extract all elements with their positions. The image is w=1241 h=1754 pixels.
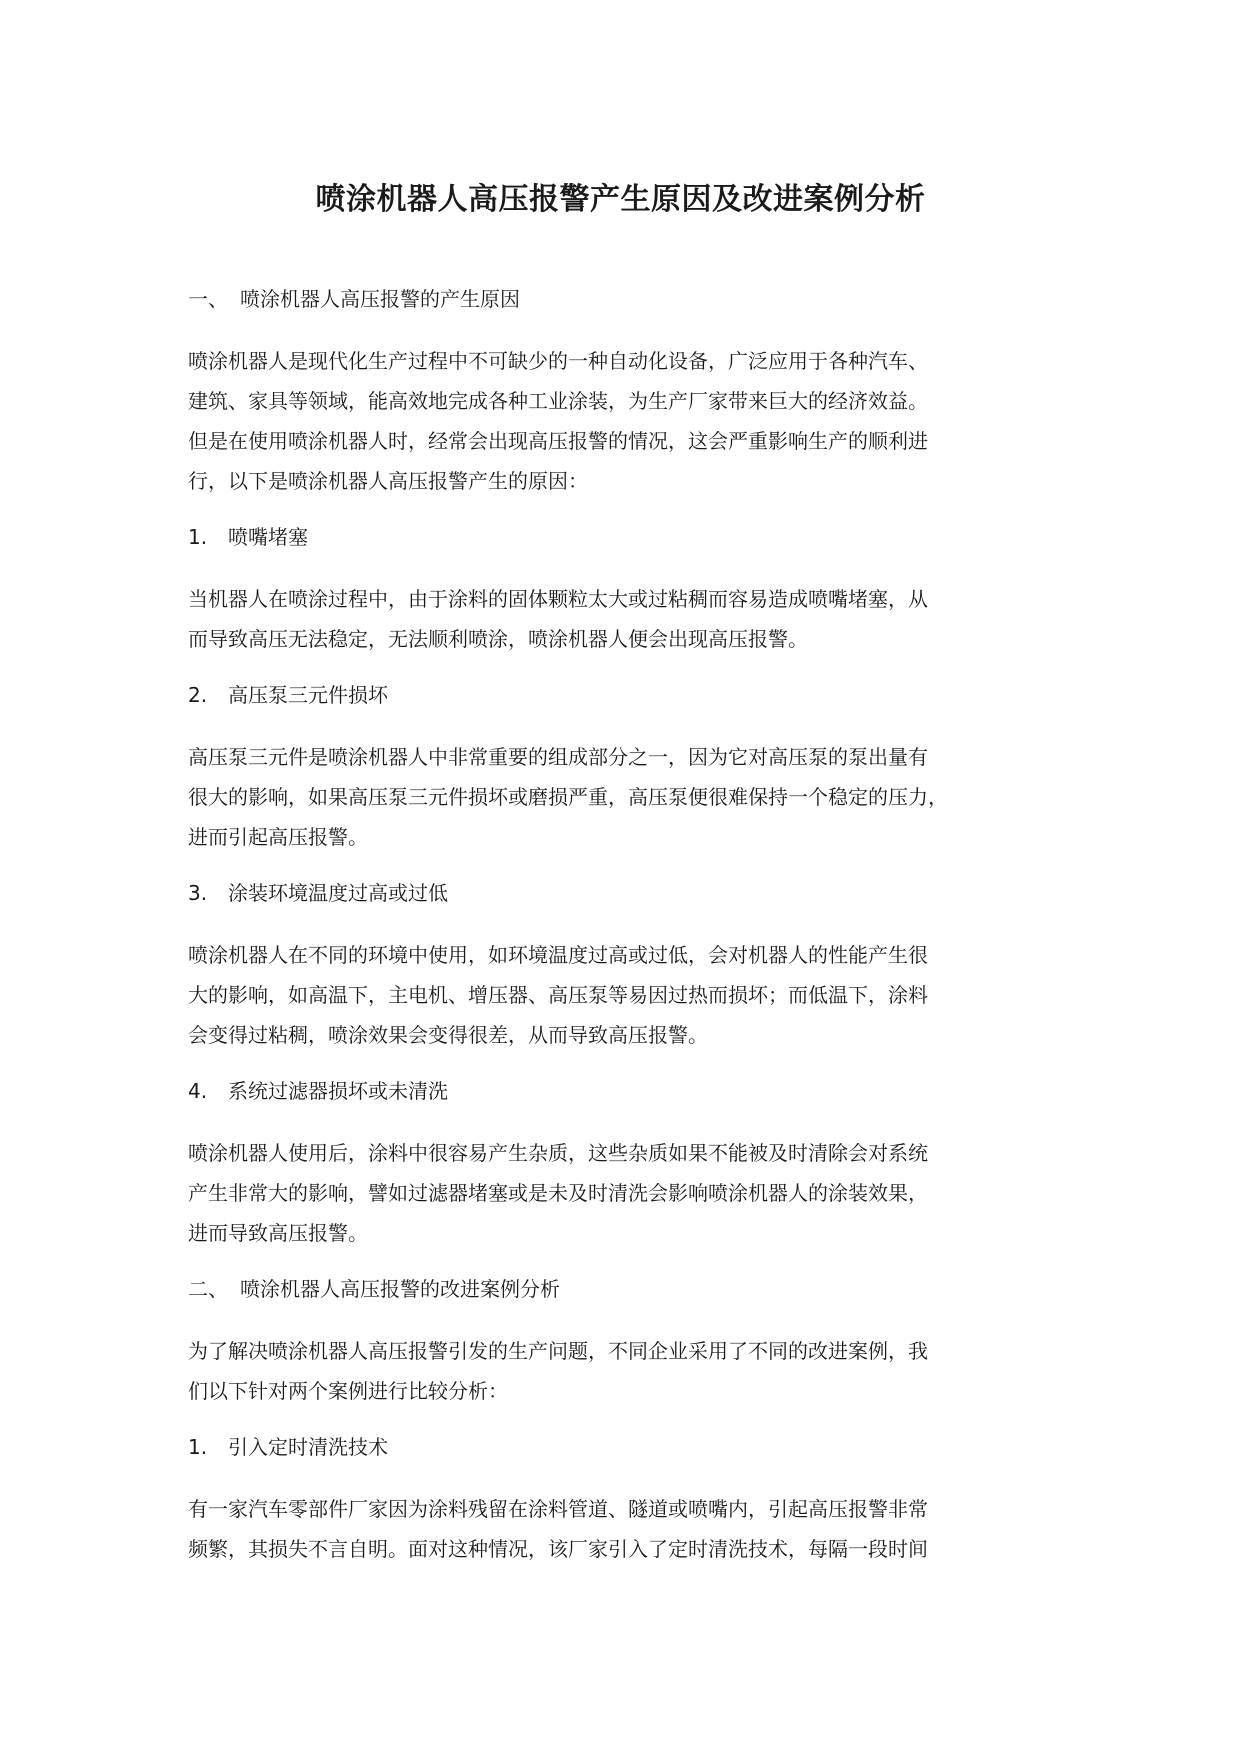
paragraph-line: 大的影响，如高温下，主电机、增压器、高压泵等易因过热而损坏；而低温下，涂料 [188,983,928,1007]
section-heading-2 [188,1276,1078,1302]
paragraph-line: 会变得过粘稠，喷涂效果会变得很差，从而导致高压报警。 [188,1023,708,1047]
paragraph-line: 有一家汽车零部件厂家因为涂料残留在涂料管道、隧道或喷嘴内，引起高压报警非常 [188,1497,928,1521]
paragraph [188,579,1078,659]
paragraph-line: 为了解决喷涂机器人高压报警引发的生产问题，不同企业采用了不同的改进案例，我 [188,1339,928,1363]
section-heading-text: 喷涂机器人高压报警的改进案例分析 [240,1277,560,1301]
paragraph [188,737,1078,857]
paragraph-line: 而导致高压无法稳定，无法顺利喷涂，喷涂机器人便会出现高压报警。 [188,627,808,651]
paragraph-line: 当机器人在喷涂过程中，由于涂料的固体颗粒太大或过粘稠而容易造成喷嘴堵塞，从 [188,587,928,611]
paragraph-line: 很大的影响，如果高压泵三元件损坏或磨损严重，高压泵便很难保持一个稳定的压力， [188,785,948,809]
subsection-heading [188,682,1078,708]
paragraph-line: 行，以下是喷涂机器人高压报警产生的原因： [188,469,588,493]
paragraph [188,341,1078,501]
subsection-heading [188,880,1078,906]
list-number: 3. [188,881,208,905]
subsection-heading [188,524,1078,550]
paragraph [188,1331,1078,1411]
paragraph-line: 但是在使用喷涂机器人时，经常会出现高压报警的情况，这会严重影响生产的顺利进 [188,429,928,453]
subsection-heading-text: 引入定时清洗技术 [228,1435,388,1459]
subsection-heading [188,1078,1078,1104]
paragraph [188,1489,1078,1569]
paragraph-line: 喷涂机器人是现代化生产过程中不可缺少的一种自动化设备，广泛应用于各种汽车、 [188,349,928,373]
list-number: 1. [188,525,208,549]
list-number: 1. [188,1435,208,1459]
paragraph-line: 高压泵三元件是喷涂机器人中非常重要的组成部分之一，因为它对高压泵的泵出量有 [188,745,928,769]
paragraph [188,1133,1078,1253]
subsection-heading-text: 喷嘴堵塞 [228,525,308,549]
document-body [188,286,1078,1592]
paragraph-line: 喷涂机器人在不同的环境中使用，如环境温度过高或过低，会对机器人的性能产生很 [188,943,928,967]
list-number: 2. [188,683,208,707]
list-number: 4. [188,1079,208,1103]
subsection-heading-text: 高压泵三元件损坏 [228,683,388,707]
section-heading-text: 喷涂机器人高压报警的产生原因 [240,287,520,311]
page-title: 喷涂机器人高压报警产生原因及改进案例分析 [315,182,926,217]
paragraph-line: 喷涂机器人使用后，涂料中很容易产生杂质，这些杂质如果不能被及时清除会对系统 [188,1141,928,1165]
paragraph-line: 们以下针对两个案例进行比较分析： [188,1379,508,1403]
section-number: 二、 [188,1277,228,1301]
paragraph-line: 频繁，其损失不言自明。面对这种情况，该厂家引入了定时清洗技术，每隔一段时间 [188,1537,928,1561]
paragraph-line: 进而导致高压报警。 [188,1221,368,1245]
subsection-heading-text: 涂装环境温度过高或过低 [228,881,448,905]
paragraph-line: 产生非常大的影响，譬如过滤器堵塞或是未及时清洗会影响喷涂机器人的涂装效果， [188,1181,928,1205]
subsection-heading-text: 系统过滤器损坏或未清洗 [228,1079,448,1103]
paragraph-line: 进而引起高压报警。 [188,825,368,849]
paragraph-line: 建筑、家具等领域，能高效地完成各种工业涂装，为生产厂家带来巨大的经济效益。 [188,389,928,413]
section-heading-1 [188,286,1078,312]
section-number: 一、 [188,287,228,311]
paragraph [188,935,1078,1055]
subsection-heading [188,1434,1078,1460]
